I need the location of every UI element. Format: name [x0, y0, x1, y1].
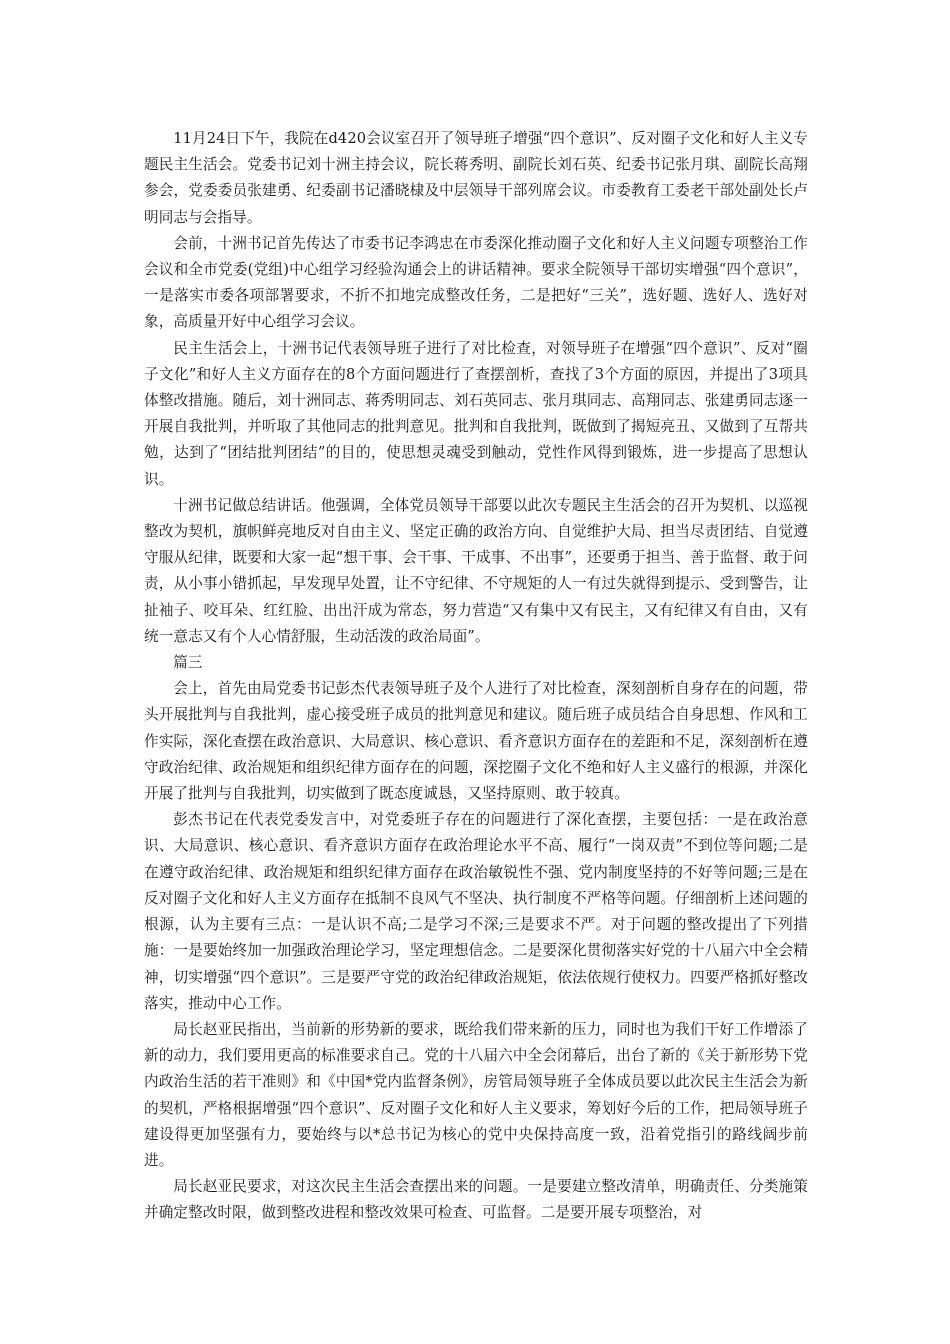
paragraph: 局长赵亚民要求，对这次民主生活会查摆出来的问题。一是要建立整改清单，明确责任、分类施策并确定整改时限，做到整改进程和整改效果可检查、可监督。二是要开展专项整治，对 — [144, 1178, 808, 1222]
document-body — [144, 126, 808, 1227]
paragraph: 十洲书记做总结讲话。他强调，全体党员领导干部要以此次专题民主生活会的召开为契机、以巡视整改为契机，旗帜鲜亮地反对自由主义、坚定正确的政治方向、自觉维护大局、担当尽责团结、自觉遵守服从纪律，既要和大家一起“想干事、会干事、干成事、不出事”，还要勇于担当、善于监督、敢于问责，从小事小错抓起，早发现早处置，让不守纪律、不守规矩的人一有过失就得到提示、受到警告，让扯袖子、咬耳朵、红红脸、出出汗成为常态，努力营造“又有集中又有民主，又有纪律又有自由，又有统一意志又有个人心情舒服，生动活泼的政治局面”。 — [144, 496, 808, 645]
paragraph: 11月24日下午，我院在d420会议室召开了领导班子增强“四个意识”、反对圈子文化和好人主义专题民主生活会。党委书记刘十洲主持会议，院长蒋秀明、副院长刘石英、纪委书记张月琪、副院长高翔参会，党委委员张建勇、纪委副书记潘晓棣及中层领导干部列席会议。市委教育工委老干部处副处长卢明同志与会指导。 — [144, 130, 808, 226]
paragraph: 彭杰书记在代表党委发言中，对党委班子存在的问题进行了深化查摆，主要包括：一是在政治意识、大局意识、核心意识、看齐意识方面存在政治理论水平不高、履行“一岗双责”不到位等问题;二是在遵守政治纪律、政治规矩和组织纪律方面存在政治敏锐性不强、党内制度坚持的不好等问题;三是在反对圈子文化和好人主义方面存在抵制不良风气不坚决、执行制度不严格等问题。仔细剖析上述问题的根源，认为主要有三点：一是认识不高;二是学习不深;三是要求不严。对于问题的整改提出了下列措施：一是要始终加一加强政治理论学习，坚定理想信念。二是要深化贯彻落实好党的十八届六中全会精神，切实增强“四个意识”。三是要严守党的政治纪律政治规矩，依法依规行使权力。四要严格抓好整改落实，推动中心工作。 — [144, 811, 808, 1012]
paragraph: 会前，十洲书记首先传达了市委书记李鸿忠在市委深化推动圈子文化和好人主义问题专项整治工作会议和全市党委(党组)中心组学习经验沟通会上的讲话精神。要求全院领导干部切实增强“四个意识”，一是落实市委各项部署要求，不折不扣地完成整改任务，二是把好“三关”，选好题、选好人、选好对象，高质量开好中心组学习会议。 — [144, 234, 808, 331]
paragraph: 民主生活会上，十洲书记代表领导班子进行了对比检查，对领导班子在增强“四个意识”、反对“圈子文化”和好人主义方面存在的8个方面问题进行了查摆剖析，查找了3个方面的原因，并提出了3项具体整改措施。随后，刘十洲同志、蒋秀明同志、刘石英同志、张月琪同志、高翔同志、张建勇同志逐一开展自我批判，并听取了其他同志的批判意见。批判和自我批判，既做到了揭短亮丑、又做到了互帮共勉，达到了“团结批判团结”的目的，使思想灵魂受到触动，党性作风得到锻炼，进一步提高了思想认识。 — [144, 339, 808, 488]
paragraph: 局长赵亚民指出，当前新的形势新的要求，既给我们带来新的压力，同时也为我们干好工作增添了新的动力，我们要用更高的标准要求自己。党的十八届六中全会闭幕后，出台了新的《关于新形势下党内政治生活的若干准则》和《中国*党内监督条例》，房管局领导班子全体成员要以此次民主生活会为新的契机，严格根据增强“四个意识”、反对圈子文化和好人主义要求，筹划好今后的工作，把局领导班子建设得更加坚强有力，要始终与以*总书记为核心的党中央保持高度一致，沿着党指引的路线阔步前进。 — [144, 1020, 808, 1169]
paragraph: 会上，首先由局党委书记彭杰代表领导班子及个人进行了对比检查，深刻剖析自身存在的问题，带头开展批判与自我批判，虚心接受班子成员的批判意见和建议。随后班子成员结合自身思想、作风和工作实际，深化查摆在政治意识、大局意识、核心意识、看齐意识方面存在的差距和不足，深刻剖析在遵守政治纪律、政治规矩和组织纪律方面存在的问题，深挖圈子文化不绝和好人主义盛行的根源，并深化开展了批判与自我批判，切实做到了既态度诚恳，又坚持原则、敢于较真。 — [144, 680, 808, 803]
section-heading: 篇三 — [173, 654, 203, 672]
